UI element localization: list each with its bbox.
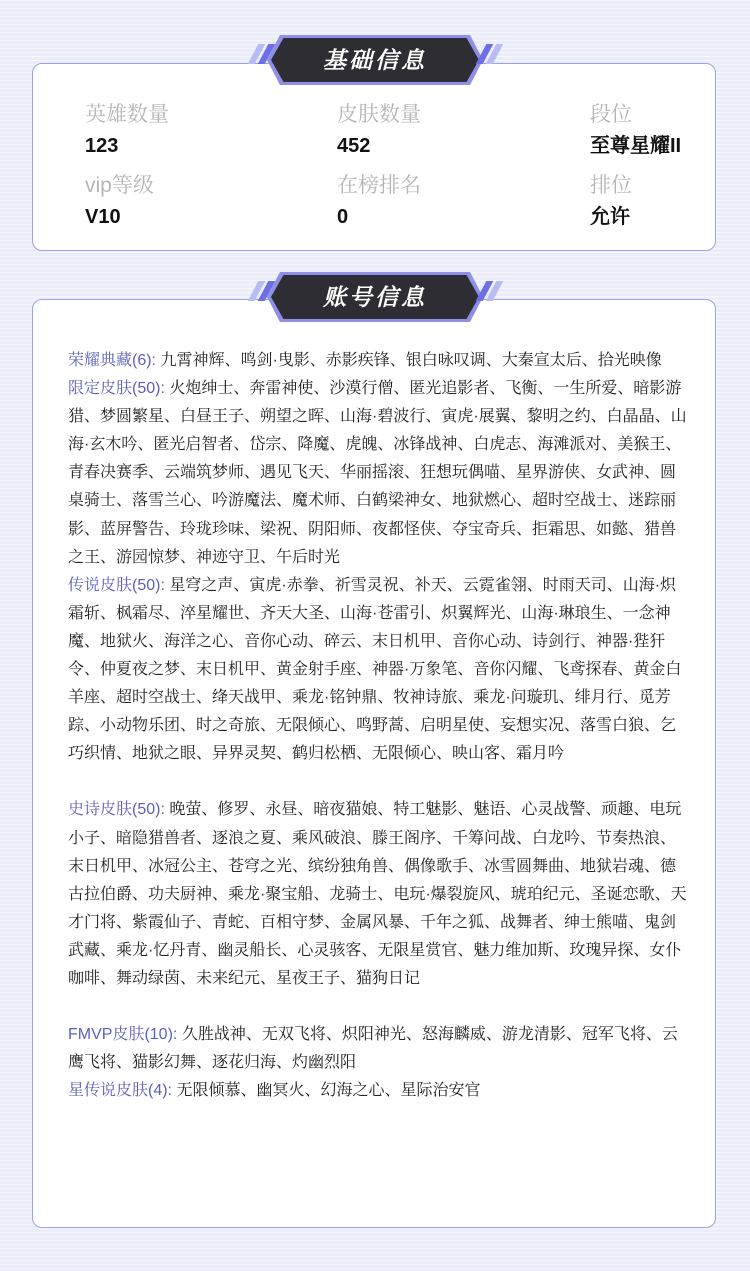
stat-value: 452 — [337, 135, 371, 157]
stat-label: 段位 — [590, 103, 632, 126]
banner-stripes-right — [475, 44, 505, 74]
stat-rank-tier — [590, 100, 710, 161]
skin-group-epic — [68, 796, 690, 993]
stat-value: 123 — [85, 135, 119, 157]
stat-value: V10 — [85, 206, 121, 228]
section-banner-account — [245, 275, 505, 323]
section-banner-basic — [245, 38, 505, 86]
account-info-card — [32, 299, 716, 1228]
skin-category-label: 星传说皮肤(4): — [68, 1082, 173, 1100]
spacer — [68, 768, 690, 796]
skin-group-fmvp — [68, 1021, 690, 1077]
skin-group-star-legend — [68, 1077, 690, 1105]
skin-group-legend — [68, 572, 690, 769]
skin-items: 无限倾慕、幽冥火、幻海之心、星际治安官 — [176, 1082, 481, 1100]
spacer — [68, 993, 690, 1021]
stat-label: 排位 — [590, 174, 632, 197]
skin-group-limited — [68, 375, 690, 572]
stat-value: 至尊星耀II — [590, 135, 682, 157]
section-title: 基础信息 — [323, 47, 427, 73]
basic-info-card — [32, 63, 716, 251]
skin-items: 星穹之声、寅虎·赤拳、祈雪灵祝、补天、云霓雀翎、时雨天司、山海·炽霜斩、枫霜尽、淬星耀世、齐天大圣、山海·苍雷引、炽翼辉光、山海·琳琅生、一念神魔、地狱火、海洋之心、音你心动、碎云、末日机甲、音你心动、诗剑行、神器·狴犴令、仲夏夜之梦、末日机甲、黄金射手座、神器·万象笔、音你闪耀、飞鸢探春、黄金白羊座、超时空战士、绛天战甲、乘龙·铭钟鼎、牧神诗旅、乘龙·问璇玑、绯月行、觅芳踪、小动物乐团、时之奇旅、无限倾心、鸣野蒿、启明星使、妄想实况、落雪白狼、乞巧织情、地狱之眼、异界灵契、鹤归松栖、无限倾心、映山客、霜月吟 — [68, 576, 682, 763]
skin-items: 久胜战神、无双飞将、炽阳神光、怒海麟威、游龙清影、冠军飞将、云鹰飞将、猫影幻舞、逐花归海、灼幽烈阳 — [68, 1026, 678, 1072]
skin-items: 火炮绅士、奔雷神使、沙漠行僧、匿光追影者、飞衡、一生所爱、暗影游猎、梦圆繁星、白昼王子、朔望之晖、山海·碧波行、寅虎·展翼、黎明之约、白晶晶、山海·玄木吟、匿光启智者、岱宗、降魔、虎魄、冰锋战神、白虎志、海滩派对、美猴王、青春决赛季、云端筑梦师、遇见飞天、华丽摇滚、狂想玩偶喵、星界游侠、女武神、圆桌骑士、落雪兰心、吟游魔法、魔术师、白鹤梁神女、地狱燃心、超时空战士、迷踪丽影、蓝屏警告、玲珑珍味、梁祝、阴阳师、夜都怪侠、夺宝奇兵、拒霜思、如懿、猎兽之王、游园惊梦、神迹守卫、午后时光 — [68, 380, 687, 566]
stat-label: vip等级 — [85, 174, 154, 197]
stat-label: 皮肤数量 — [337, 103, 421, 126]
stat-value: 允许 — [590, 206, 630, 228]
stat-label: 英雄数量 — [85, 103, 169, 126]
skin-items: 九霄神辉、鸣剑·曳影、赤影疾锋、银白咏叹调、大秦宣太后、拾光映像 — [160, 352, 662, 369]
stat-skin-count — [337, 100, 537, 161]
stat-value: 0 — [337, 206, 349, 228]
stat-vip-level — [85, 171, 285, 232]
section-title: 账号信息 — [323, 284, 427, 310]
skin-category-label: 史诗皮肤(50): — [68, 801, 165, 819]
skin-group-honor — [68, 347, 690, 375]
stat-leaderboard-rank — [337, 171, 537, 232]
skin-category-label: 限定皮肤(50): — [68, 380, 165, 398]
skin-list — [68, 347, 690, 1105]
banner-stripes-right — [475, 281, 505, 311]
stat-hero-count — [85, 100, 285, 161]
skin-category-label: 传说皮肤(50): — [68, 576, 165, 594]
skin-category-label: 荣耀典藏(6): — [68, 352, 157, 369]
skin-category-label: FMVP皮肤(10): — [68, 1026, 178, 1044]
stat-label: 在榜排名 — [337, 174, 421, 197]
skin-items: 晚萤、修罗、永昼、暗夜猫娘、特工魅影、魅语、心灵战警、顽趣、电玩小子、暗隐猎兽者、逐浪之夏、乘风破浪、滕王阁序、千筹问战、白龙吟、节奏热浪、末日机甲、冰冠公主、苍穹之光、缤纷独角兽、偶像歌手、冰雪圆舞曲、地狱岩魂、德古拉伯爵、功夫厨神、乘龙·聚宝船、龙骑士、电玩·爆裂旋风、琥珀纪元、圣诞恋歌、天才门将、紫霞仙子、青蛇、百相守梦、金属风暴、千年之狐、战舞者、绅士熊喵、鬼剑武藏、乘龙·忆丹青、幽灵船长、心灵骇客、无限星赏官、魅力维加斯、玫瑰异探、女仆咖啡、舞动绿茵、未来纪元、星夜王子、猫狗日记 — [68, 801, 687, 987]
stat-ranked-allowed — [590, 171, 710, 232]
